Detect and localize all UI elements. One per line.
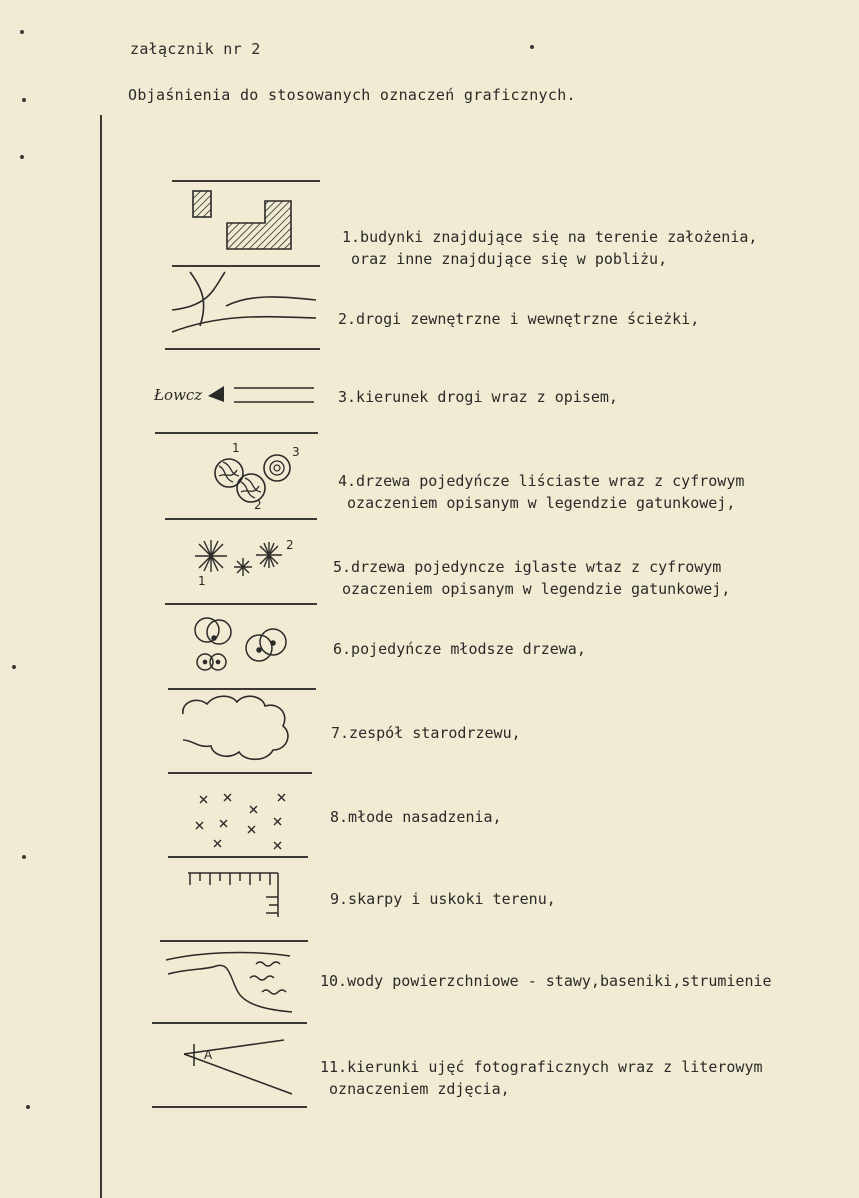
legend-item-4: [338, 470, 744, 514]
legend-item-8: [330, 806, 502, 828]
tree-number-label: 2: [286, 538, 294, 552]
margin-speck: [26, 1105, 30, 1109]
legend-item-7: [331, 722, 521, 744]
young-trees-icon: [185, 608, 295, 678]
surface-water-icon: [160, 948, 310, 1018]
legend-text: 6.pojedyńcze młodsze drzewa,: [333, 640, 586, 658]
old-tree-stand-icon: [175, 688, 300, 768]
separator-line: [165, 518, 317, 520]
legend-text: 1.budynki znajdujące się na terenie założenia,: [342, 228, 758, 246]
legend-item-6: [333, 638, 586, 660]
separator-line: [152, 1022, 307, 1024]
legend-text: 11.kierunki ujęć fotograficznych wraz z literowym: [320, 1058, 763, 1076]
legend-item-3: [338, 386, 618, 408]
separator-line: [168, 772, 312, 774]
legend-text: 2.drogi zewnętrzne i wewnętrzne ścieżki,: [338, 310, 700, 328]
separator-line: [155, 432, 318, 434]
legend-text: oznaczeniem zdjęcia,: [320, 1080, 510, 1098]
legend-item-11: [320, 1056, 763, 1100]
separator-line: [152, 1106, 307, 1108]
separator-line: [165, 348, 320, 350]
legend-item-1: [342, 226, 757, 270]
separator-line: [165, 603, 317, 605]
margin-speck: [22, 855, 26, 859]
margin-speck: [20, 155, 24, 159]
attachment-label: załącznik nr 2: [130, 40, 261, 58]
legend-item-9: [330, 888, 556, 910]
buildings-icon: [185, 185, 300, 255]
margin-speck: [12, 665, 16, 669]
legend-text: 5.drzewa pojedyncze iglaste wtaz z cyfrowym: [333, 558, 722, 576]
photo-letter-label: A: [204, 1048, 213, 1062]
legend-text: 9.skarpy i uskoki terenu,: [330, 890, 556, 908]
deciduous-trees-icon: [205, 440, 320, 515]
margin-speck: [530, 45, 534, 49]
tree-number-label: 2: [254, 498, 262, 512]
legend-item-2: [338, 308, 699, 330]
legend-item-5: [333, 556, 730, 600]
legend-text: ozaczeniem opisanym w legendzie gatunkowej,: [333, 580, 731, 598]
legend-text: 3.kierunek drogi wraz z opisem,: [338, 388, 618, 406]
road-destination-label: Łowcz: [154, 386, 203, 404]
legend-text: 8.młode nasadzenia,: [330, 808, 502, 826]
legend-text: oraz inne znajdujące się w pobliżu,: [342, 250, 668, 268]
margin-speck: [22, 98, 26, 102]
escarpment-icon: [180, 865, 290, 925]
photo-direction-icon: [180, 1036, 305, 1098]
separator-line: [172, 180, 320, 182]
young-plantings-icon: [188, 786, 298, 854]
legend-text: ozaczeniem opisanym w legendzie gatunkowej,: [338, 494, 736, 512]
roads-icon: [170, 266, 320, 346]
tree-number-label: 3: [292, 445, 300, 459]
margin-speck: [20, 30, 24, 34]
tree-number-label: 1: [198, 574, 206, 588]
legend-text: 4.drzewa pojedyńcze liściaste wraz z cyfrowym: [338, 472, 745, 490]
legend-item-10: [320, 970, 772, 992]
separator-line: [168, 856, 308, 858]
margin-rule: [100, 115, 102, 1198]
separator-line: [160, 940, 308, 942]
legend-text: 10.wody powierzchniowe - stawy,baseniki,strumienie: [320, 972, 772, 990]
tree-number-label: 1: [232, 441, 240, 455]
page-title: Objaśnienia do stosowanych oznaczeń graficznych.: [128, 86, 576, 104]
legend-text: 7.zespół starodrzewu,: [331, 724, 521, 742]
